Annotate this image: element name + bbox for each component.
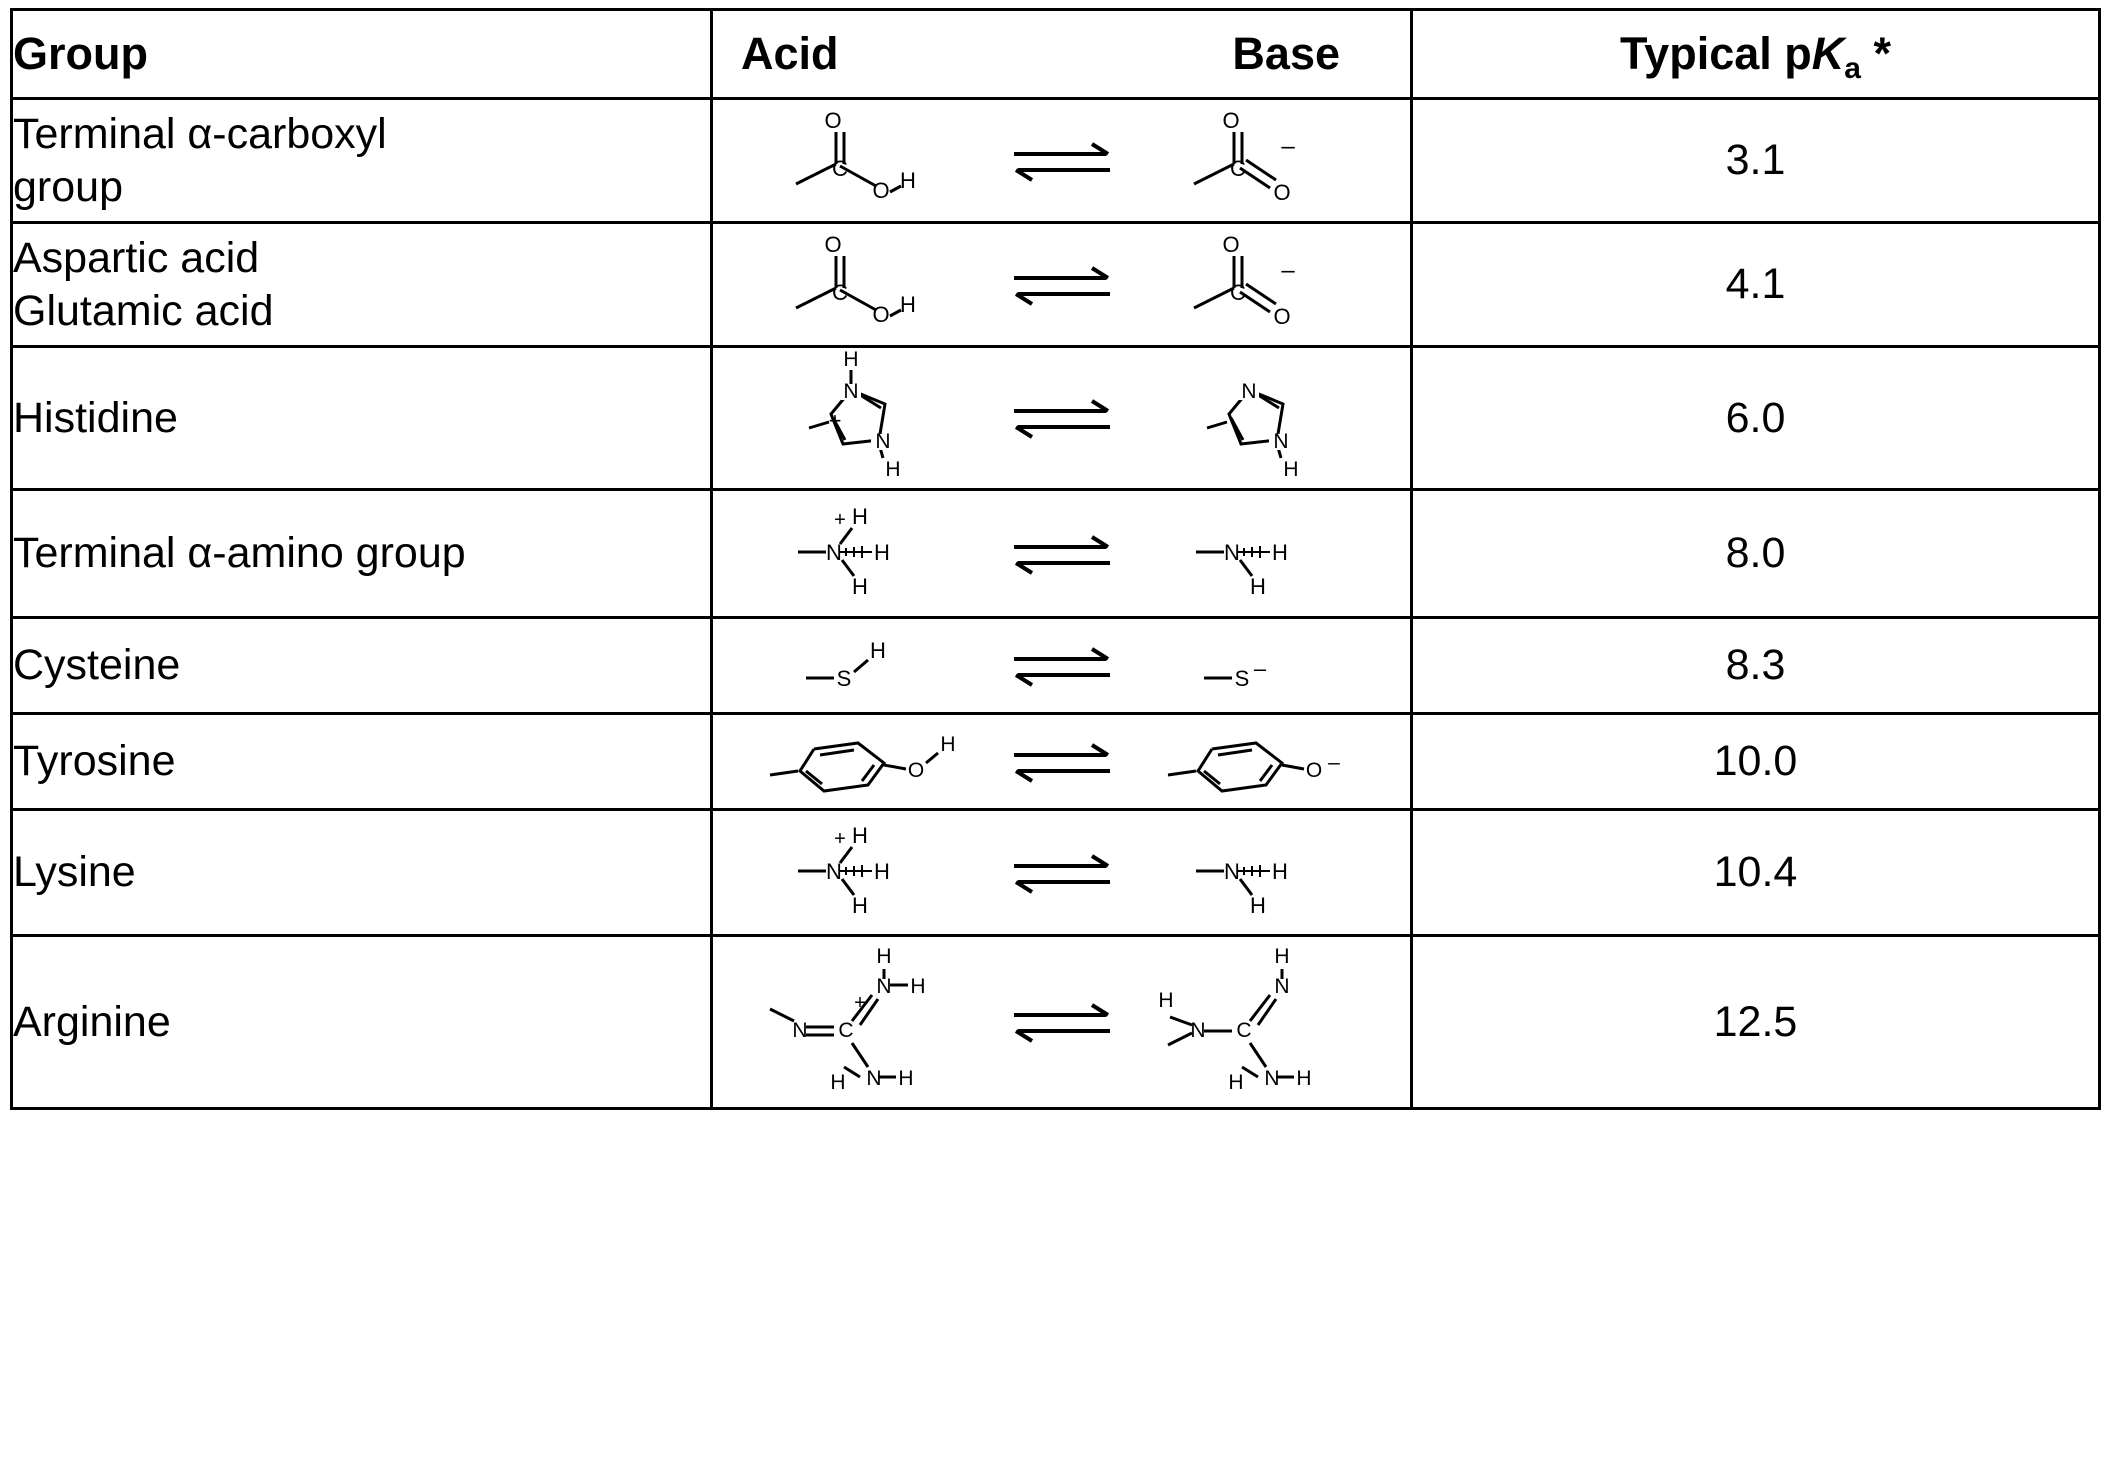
pka-value: 3.1 xyxy=(1412,99,2100,223)
svg-text:N: N xyxy=(874,430,891,453)
imidazole-neutral-icon xyxy=(1136,348,1386,488)
svg-text:N: N xyxy=(865,1067,882,1090)
svg-text:O: O xyxy=(871,301,890,327)
pka-header-k: K xyxy=(1811,28,1845,79)
svg-text:O: O xyxy=(871,177,890,203)
structure-cell xyxy=(712,490,1412,618)
svg-text:O: O xyxy=(1272,179,1291,205)
group-name-line1: Histidine xyxy=(13,393,178,442)
group-name-cell xyxy=(12,99,712,223)
header-row xyxy=(12,10,2100,99)
group-name-line1: Terminal α-carboxyl xyxy=(13,110,387,159)
pka-table xyxy=(10,8,2101,1110)
column-header-base: Base xyxy=(1232,28,1340,79)
equilibrium-arrow-icon xyxy=(1002,643,1122,689)
svg-text:H: H xyxy=(851,822,868,848)
svg-text:H: H xyxy=(851,892,868,918)
svg-text:C: C xyxy=(1229,279,1246,305)
carboxylic-acid-cooh-icon xyxy=(738,230,988,340)
group-name-cell xyxy=(12,223,712,347)
structure-cell xyxy=(712,714,1412,810)
svg-text:O: O xyxy=(823,231,842,257)
thiol-sh-icon xyxy=(738,626,988,706)
svg-text:H: H xyxy=(1157,989,1174,1012)
structure-cell xyxy=(712,99,1412,223)
svg-text:C: C xyxy=(831,279,848,305)
svg-text:H: H xyxy=(851,503,868,529)
svg-text:O: O xyxy=(1272,303,1291,329)
equilibrium-arrow-icon xyxy=(1002,531,1122,577)
amine-nh2-icon xyxy=(1136,813,1386,933)
group-name-cell xyxy=(12,810,712,936)
equilibrium-arrow-icon xyxy=(1002,262,1122,308)
pka-value: 4.1 xyxy=(1412,223,2100,347)
svg-text:N: N xyxy=(875,975,892,998)
structure-cell xyxy=(712,347,1412,490)
carboxylic-acid-cooh-icon xyxy=(738,106,988,216)
group-name-cell xyxy=(12,347,712,490)
svg-text:–: – xyxy=(1280,256,1295,284)
svg-text:C: C xyxy=(837,1019,854,1042)
svg-text:O: O xyxy=(907,758,924,782)
svg-text:O: O xyxy=(1305,758,1322,782)
amine-nh2-icon xyxy=(1136,494,1386,614)
svg-text:H: H xyxy=(1249,892,1266,918)
svg-text:N: N xyxy=(825,858,842,884)
group-name-line1: Arginine xyxy=(13,997,171,1046)
structure-cell xyxy=(712,223,1412,347)
group-name-line1: Terminal α-amino group xyxy=(13,529,466,578)
ammonium-nh3-plus-icon xyxy=(738,494,988,614)
svg-text:H: H xyxy=(829,1071,846,1094)
svg-text:H: H xyxy=(875,945,892,968)
pka-value: 8.3 xyxy=(1412,618,2100,714)
pka-value: 12.5 xyxy=(1412,936,2100,1109)
group-name-line1: Cysteine xyxy=(13,641,181,690)
pka-value: 8.0 xyxy=(1412,490,2100,618)
svg-text:O: O xyxy=(1221,107,1240,133)
svg-text:N: N xyxy=(1263,1067,1280,1090)
equilibrium-arrow-icon xyxy=(1002,850,1122,896)
svg-text:H: H xyxy=(899,167,916,193)
column-header-group: Group xyxy=(12,10,712,99)
svg-text:O: O xyxy=(823,107,842,133)
group-name-line2: Glutamic acid xyxy=(13,286,274,335)
carboxylate-coo-minus-icon xyxy=(1136,106,1386,216)
group-name-cell xyxy=(12,714,712,810)
svg-text:N: N xyxy=(842,380,859,403)
carboxylate-coo-minus-icon xyxy=(1136,230,1386,340)
svg-text:C: C xyxy=(1235,1019,1252,1042)
group-name-cell xyxy=(12,490,712,618)
svg-text:H: H xyxy=(869,637,886,663)
table-row xyxy=(12,810,2100,936)
svg-text:–: – xyxy=(1327,750,1340,774)
pka-value: 10.0 xyxy=(1412,714,2100,810)
column-header-acid: Acid xyxy=(741,28,839,79)
group-name-line1: Lysine xyxy=(13,848,136,897)
svg-text:H: H xyxy=(1249,573,1266,599)
table-header xyxy=(12,10,2100,99)
pka-value: 6.0 xyxy=(1412,347,2100,490)
group-name-cell xyxy=(12,618,712,714)
structure-cell xyxy=(712,618,1412,714)
svg-text:S: S xyxy=(1234,665,1249,691)
imidazolium-protonated-icon xyxy=(738,348,988,488)
pka-value: 10.4 xyxy=(1412,810,2100,936)
equilibrium-arrow-icon xyxy=(1002,138,1122,184)
ammonium-nh3-plus-icon xyxy=(738,813,988,933)
svg-text:–: – xyxy=(1253,655,1266,681)
svg-text:H: H xyxy=(1271,858,1288,884)
svg-text:N: N xyxy=(1272,430,1289,453)
svg-text:H: H xyxy=(1271,539,1288,565)
group-name-cell xyxy=(12,936,712,1109)
svg-text:H: H xyxy=(842,348,859,371)
table-row xyxy=(12,99,2100,223)
guanidine-neutral-icon xyxy=(1136,937,1386,1107)
svg-text:N: N xyxy=(1223,858,1240,884)
table-row xyxy=(12,714,2100,810)
svg-text:H: H xyxy=(851,573,868,599)
table-row xyxy=(12,936,2100,1109)
phenol-oh-icon xyxy=(738,717,988,807)
column-header-pka xyxy=(1412,10,2100,99)
equilibrium-arrow-icon xyxy=(1002,999,1122,1045)
equilibrium-arrow-icon xyxy=(1002,395,1122,441)
structure-cell xyxy=(712,810,1412,936)
phenolate-o-minus-icon xyxy=(1136,717,1386,807)
svg-text:H: H xyxy=(873,858,890,884)
svg-text:N: N xyxy=(1273,975,1290,998)
svg-text:H: H xyxy=(899,291,916,317)
svg-text:O: O xyxy=(1221,231,1240,257)
svg-text:H: H xyxy=(1273,945,1290,968)
structure-cell xyxy=(712,936,1412,1109)
svg-text:S: S xyxy=(836,665,851,691)
svg-text:–: – xyxy=(1280,132,1295,160)
svg-text:C: C xyxy=(1229,155,1246,181)
pka-header-prefix: Typical p xyxy=(1620,28,1812,79)
group-name-line1: Aspartic acid xyxy=(13,234,260,283)
guanidinium-protonated-icon xyxy=(738,937,988,1107)
column-header-structures xyxy=(712,10,1412,99)
svg-text:H: H xyxy=(1282,458,1299,481)
table-row xyxy=(12,490,2100,618)
pka-header-suffix: * xyxy=(1860,28,1891,79)
group-name-line1: Tyrosine xyxy=(13,737,176,786)
svg-text:H: H xyxy=(1295,1067,1312,1090)
svg-text:+: + xyxy=(853,992,866,1014)
svg-text:N: N xyxy=(1240,380,1257,403)
svg-text:H: H xyxy=(1227,1071,1244,1094)
thiolate-s-minus-icon xyxy=(1136,626,1386,706)
svg-text:C: C xyxy=(831,155,848,181)
svg-text:N: N xyxy=(1223,539,1240,565)
svg-text:+: + xyxy=(833,508,846,531)
group-name-line2: group xyxy=(13,162,123,211)
svg-text:H: H xyxy=(939,732,956,756)
svg-text:H: H xyxy=(897,1067,914,1090)
table-row xyxy=(12,223,2100,347)
table-row xyxy=(12,347,2100,490)
svg-text:N: N xyxy=(1189,1019,1206,1042)
svg-text:H: H xyxy=(884,458,901,481)
table-row xyxy=(12,618,2100,714)
svg-text:+: + xyxy=(833,827,846,850)
svg-text:+: + xyxy=(828,408,841,433)
table-body xyxy=(12,99,2100,1109)
pka-header-sub: a xyxy=(1844,52,1861,85)
svg-text:N: N xyxy=(791,1019,808,1042)
equilibrium-arrow-icon xyxy=(1002,739,1122,785)
svg-text:N: N xyxy=(825,539,842,565)
svg-text:H: H xyxy=(873,539,890,565)
svg-text:H: H xyxy=(909,975,926,998)
